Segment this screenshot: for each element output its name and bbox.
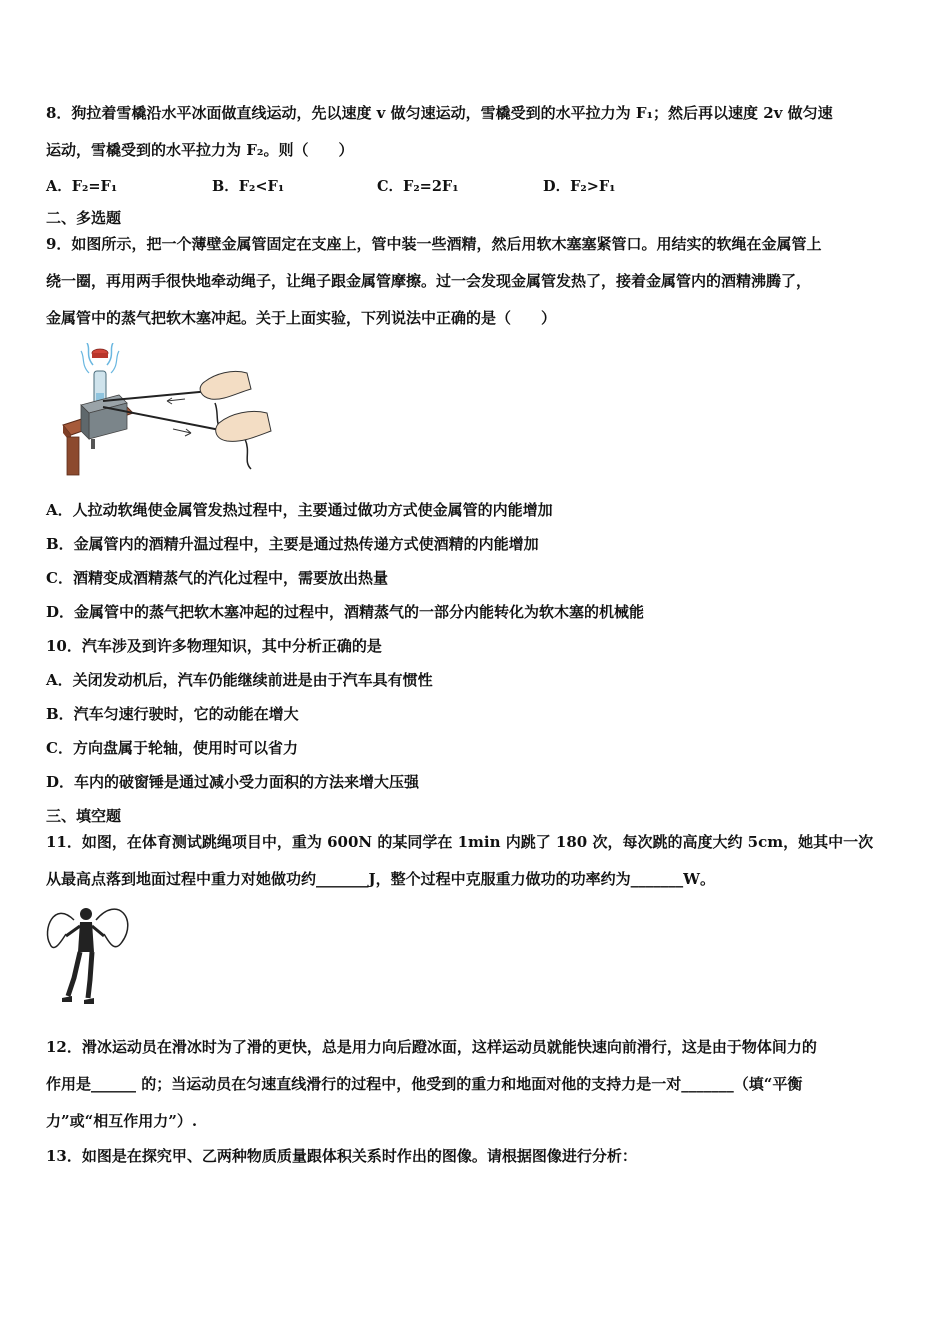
q10-option-a: A．关闭发动机后，汽车仍能继续前进是由于汽车具有惯性 — [46, 671, 433, 689]
q12-line-2: 作用是______ 的；当运动员在匀速直线滑行的过程中，他受到的重力和地面对他的支持力是一对_______（填“平衡 — [46, 1075, 803, 1093]
q10-stem: 10．汽车涉及到许多物理知识，其中分析正确的是 — [46, 637, 382, 655]
q9-line-1: 9．如图所示，把一个薄壁金属管固定在支座上，管中装一些酒精，然后用软木塞塞紧管口。用结实的软绳在金属管上 — [46, 235, 822, 253]
section-title-fill-in: 三、填空题 — [46, 807, 122, 825]
q8-option-d: D．F₂>F₁ — [543, 178, 616, 195]
q8-line-1: 8．狗拉着雪橇沿水平冰面做直线运动，先以速度 v 做匀速运动，雪橇受到的水平拉力为 F₁；然后再以速度 2v 做匀速 — [46, 104, 833, 122]
q10-option-c: C．方向盘属于轮轴，使用时可以省力 — [46, 739, 298, 757]
q10-option-d: D．车内的破窗锤是通过减小受力面积的方法来增大压强 — [46, 773, 420, 791]
jump-rope-figure — [44, 900, 134, 1008]
section-title-multiple-choice: 二、多选题 — [46, 209, 122, 227]
q11-line-2: 从最高点落到地面过程中重力对她做功约_______J，整个过程中克服重力做功的功率约为_______W。 — [46, 870, 715, 888]
q10-option-b: B．汽车匀速行驶时，它的动能在增大 — [46, 705, 299, 723]
q9-option-d: D．金属管中的蒸气把软木塞冲起的过程中，酒精蒸气的一部分内能转化为软木塞的机械能 — [46, 603, 645, 621]
q9-option-a: A．人拉动软绳使金属管发热过程中，主要通过做功方式使金属管的内能增加 — [46, 501, 553, 519]
q9-option-b: B．金属管内的酒精升温过程中，主要是通过热传递方式使酒精的内能增加 — [46, 535, 539, 553]
q12-line-3: 力”或“相互作用力”）. — [46, 1112, 198, 1130]
q12-line-1: 12．滑冰运动员在滑冰时为了滑的更快，总是用力向后蹬冰面，这样运动员就能快速向前滑行，这是由于物体间力的 — [46, 1038, 817, 1056]
q13-line-1: 13．如图是在探究甲、乙两种物质质量跟体积关系时作出的图像。请根据图像进行分析： — [46, 1147, 637, 1165]
q8-option-a: A．F₂=F₁ — [46, 178, 118, 195]
q9-line-2: 绕一圈，再用两手很快地牵动绳子，让绳子跟金属管摩擦。过一会发现金属管发热了，接着金属管内的酒精沸腾了， — [46, 272, 812, 290]
q11-line-1: 11．如图，在体育测试跳绳项目中，重为 600N 的某同学在 1min 内跳了 180 次，每次跳的高度大约 5cm，她其中一次 — [46, 833, 874, 851]
q9-line-3: 金属管中的蒸气把软木塞冲起。关于上面实验，下列说法中正确的是（ ） — [46, 309, 557, 327]
q8-line-2: 运动，雪橇受到的水平拉力为 F₂。则（ ） — [46, 141, 354, 159]
metal-tube-friction-figure — [55, 343, 280, 478]
q9-option-c: C．酒精变成酒精蒸气的汽化过程中，需要放出热量 — [46, 569, 388, 587]
q8-option-c: C．F₂=2F₁ — [377, 178, 459, 195]
q8-options — [46, 175, 746, 195]
q8-option-b: B．F₂<F₁ — [212, 178, 285, 195]
